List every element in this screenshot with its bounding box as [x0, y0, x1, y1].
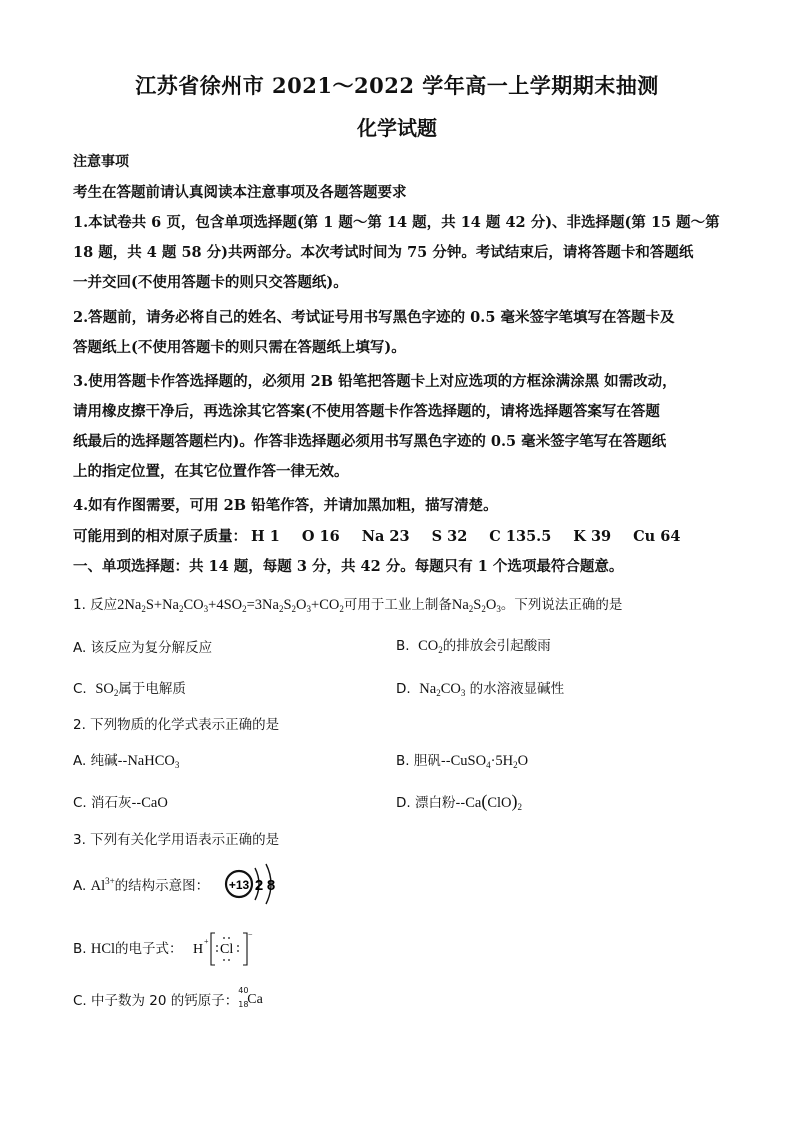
q2-option-c-label: C. 消石灰--: [73, 795, 142, 811]
q1-suffix-b: 。下列说法正确的是: [500, 597, 623, 613]
q1-option-a: A. 该反应为复分解反应: [73, 640, 213, 656]
note-1-line-2: 18 题，共 4 题 58 分)共两部分。本次考试时间为 75 分钟。考试结束后，请将答题卡和答题纸: [73, 244, 694, 261]
q1-option-b: B. $CO_2$的排放会引起酸雨: [396, 638, 551, 655]
page-title: 江苏省徐州市 2021～2022 学年高一上学期期末抽测: [135, 73, 659, 98]
note-2-line-1: 2.答题前，请务必将自己的姓名、考试证号用书写黑色字迹的 0.5 毫米签字笔填写在答题卡及: [73, 309, 675, 326]
note-1-line-3: 一并交回(不使用答题卡的则只交答题纸)。: [73, 274, 348, 291]
question-3-stem: 3. 下列有关化学用语表示正确的是: [73, 832, 280, 848]
shell-2-count: 8: [266, 877, 276, 894]
q3-option-b-text: 的电子式：: [115, 941, 183, 957]
note-3-line-4: 上的指定位置，在其它位置作答一律无效。: [73, 463, 349, 480]
q3-option-b-formula: HCl: [90, 941, 116, 957]
hydrogen-charge: +: [204, 937, 209, 946]
atomic-masses: [73, 525, 702, 546]
question-2-stem: 2. 下列物质的化学式表示正确的是: [73, 717, 280, 733]
q1-suffix-a: 可用于工业上制备: [343, 597, 452, 613]
note-4: 4.如有作图需要，可用 2B 铅笔作答，并请加黑加粗，描写清楚。: [73, 497, 498, 514]
q2-option-b: B. 胆矾$--CuSO_4\cdot 5H_2O$: [396, 753, 529, 770]
hydrogen-symbol: H: [193, 942, 204, 957]
section-1-heading: 一、单项选择题：共 14 题，每题 3 分，共 42 分。每题只有 1 个选项最符合题意。: [73, 558, 624, 575]
page-subtitle: 化学试题: [357, 116, 437, 140]
atomic-masses-label: 可能用到的相对原子质量：: [73, 528, 247, 545]
q2-option-c-formula: CaO: [141, 795, 168, 811]
q3-option-a-text: 的结构示意图：: [114, 878, 210, 894]
q2-option-b-label: B. 胆矾--: [396, 753, 451, 769]
q1-option-b-text: 的排放会引起酸雨: [442, 638, 551, 654]
atomic-mass-item: Na 23: [361, 528, 410, 545]
note-2-line-2: 答题纸上(不使用答题卡的则只需在答题纸上填写)。: [73, 339, 406, 356]
q2-option-a: A. 纯碱--NaHCO$_3$: [73, 753, 180, 770]
note-3-line-3: 纸最后的选择题答题栏内)。作答非选择题必须用书写黑色字迹的 0.5 毫米签字笔写在答题纸: [73, 433, 667, 450]
note-3-line-2: 请用橡皮擦干净后，再选涂其它答案(不使用答题卡作答选择题的，请将选择题答案写在答题: [73, 403, 660, 420]
al-ion-structure-diagram: [222, 858, 282, 910]
right-bracket: [243, 933, 247, 965]
q3-option-c: [73, 986, 268, 1011]
note-3-line-1: 3.使用答题卡作答选择题的，必须用 2B 铅笔把答题卡上对应选项的方框涂满涂黑 如需改动，: [73, 373, 677, 390]
q2-option-d: D. 漂白粉$--Ca(ClO)_2$: [396, 791, 523, 812]
nucleus-charge: +13: [228, 878, 250, 892]
left-bracket: [211, 933, 215, 965]
question-1-stem: [73, 593, 622, 614]
note-1-line-1: 1.本试卷共 6 页，包含单项选择题(第 1 题～第 14 题，共 14 题 42 分)、非选择题(第 15 题～第: [73, 214, 720, 231]
q2-option-c: [73, 791, 168, 812]
q1-option-d-text: 的水溶液显碱性: [469, 681, 565, 697]
shell-1-count: 2: [254, 877, 264, 894]
q1-prefix: 1. 反应: [73, 597, 118, 613]
q1-equation: $2Na_2S+Na_2CO_3+4SO_2=3Na_2S_2O_3+CO_2$: [117, 597, 344, 614]
notes-intro: 考生在答题前请认真阅读本注意事项及各题答题要求: [73, 184, 407, 201]
q1-option-c: C. $SO_2$属于电解质: [73, 681, 186, 698]
q1-option-c-text: 属于电解质: [118, 681, 186, 697]
chloride-charge: −: [248, 930, 253, 939]
chlorine-symbol: Cl: [220, 942, 234, 957]
atomic-mass-item: C 135.5: [489, 528, 552, 545]
atomic-mass-item: H 1: [251, 528, 280, 545]
notes-heading: 注意事项: [73, 154, 129, 170]
q2-option-d-label: D. 漂白粉--: [396, 795, 466, 811]
atomic-number: 18: [238, 1000, 249, 1009]
atomic-mass-item: S 32: [431, 528, 468, 545]
mass-number: 40: [238, 986, 249, 995]
atomic-mass-item: Cu 64: [633, 528, 681, 545]
q2-option-a-label: A. 纯碱--: [73, 753, 128, 769]
q3-option-a: A. $Al^{3+}$的结构示意图：: [73, 876, 210, 894]
atomic-mass-item: K 39: [573, 528, 612, 545]
q3-option-c-text: C. 中子数为 20 的钙原子：: [73, 993, 239, 1009]
q1-option-d: D. $Na_2CO_3$ 的水溶液显碱性: [396, 681, 565, 698]
q3-option-a-prefix: A.: [73, 878, 91, 894]
element-symbol: Ca: [247, 992, 263, 1007]
q3-option-b: [73, 937, 183, 958]
atomic-mass-item: O 16: [301, 528, 340, 545]
q1-product: $Na_2S_2O_3$: [451, 597, 501, 614]
hcl-electron-formula: [193, 927, 255, 971]
calcium-nuclide: [238, 986, 268, 1011]
q3-option-b-prefix: B.: [73, 941, 91, 957]
